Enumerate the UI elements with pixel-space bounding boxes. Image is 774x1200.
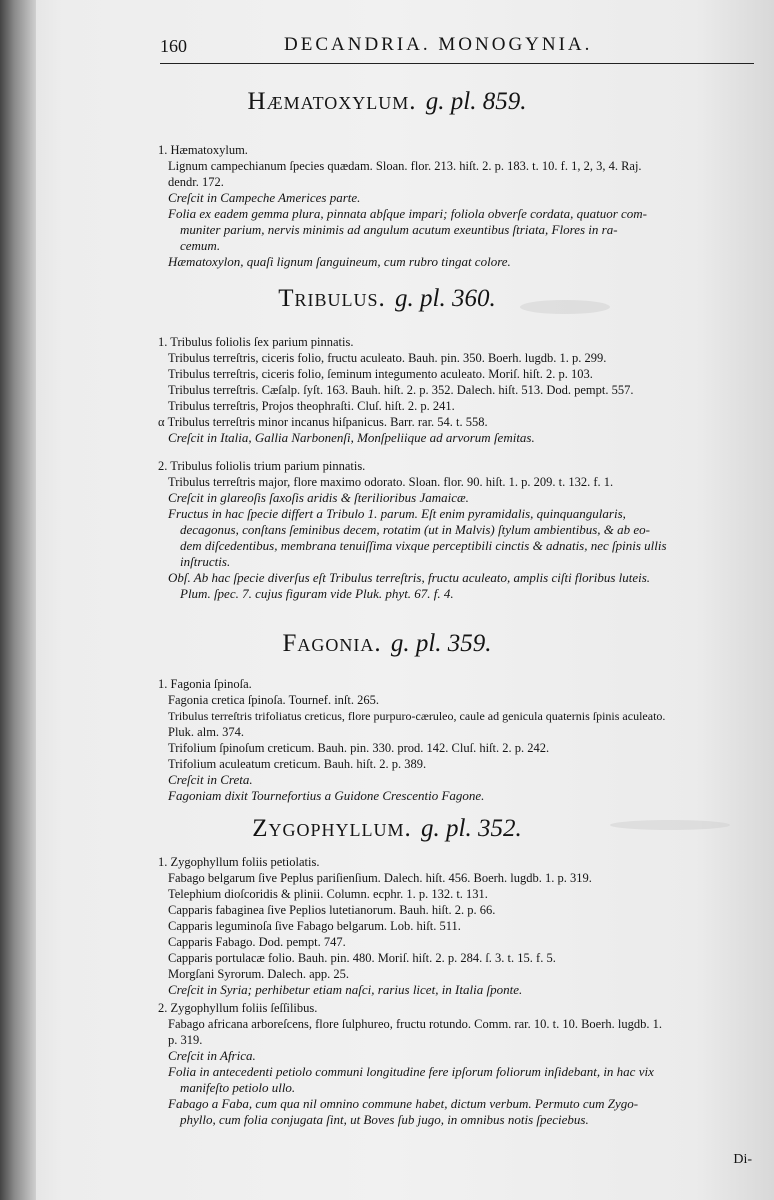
note-line: muniter parium, nervis minimis ad angulum acutum exeuntibus ſtriata, Flores in ra- <box>180 222 618 237</box>
running-head: DECANDRIA. MONOGYNIA. <box>284 34 593 55</box>
page-header <box>160 34 754 64</box>
note-line: inſtructis. <box>180 554 231 569</box>
species-entry <box>158 1000 748 1128</box>
etymology-line: Hæmatoxylon, quaſi lignum ſanguineum, cum rubro tingat colore. <box>168 254 511 269</box>
synonym-line: Pluk. alm. 374. <box>168 725 245 739</box>
synonym-line: p. 319. <box>168 1033 203 1047</box>
genus-title-zygophyllum: Zygophyllum. g. pl. 352. <box>252 815 522 842</box>
species-heading: 1. Hæmatoxylum. <box>158 143 248 157</box>
synonym-line: Tribulus terreſtris, ciceris folio, fructu aculeato. Bauh. pin. 350. Boerh. lugdb. 1. p. 299. <box>168 351 607 365</box>
synonym-line: Capparis Fabago. Dod. pempt. 747. <box>168 935 346 949</box>
genus-title-tribulus: Tribulus. g. pl. 360. <box>278 285 496 312</box>
synonym-line: Fabago belgarum ſive Peplus pariſienſium. Dalech. hiſt. 456. Boerh. lugdb. 1. p. 319. <box>168 871 592 885</box>
note-line: cemum. <box>180 238 221 253</box>
synonym-line: Fabago africana arboreſcens, flore ſulphureo, fructu rotundo. Comm. rar. 10. t. 10. Boerh. lugdb. 1. <box>168 1017 662 1031</box>
habitat-line: Creſcit in glareoſis ſaxoſis aridis & ſterilioribus Jamaicæ. <box>168 490 469 505</box>
note-line: dem diſcedentibus, membrana tenuiſſima vixque perceptibili cinctis & adnatis, nec ſpinis ullis <box>180 538 667 553</box>
species-entry <box>158 676 748 804</box>
header-rule <box>160 63 754 64</box>
catchword: Di- <box>733 1152 752 1167</box>
etymology-line: Fabago a Faba, cum qua nil omnino commune habet, dictum verbum. Permuto cum Zygo- <box>168 1096 639 1111</box>
habitat-line: Creſcit in Campeche Americes parte. <box>168 190 361 205</box>
species-entry <box>158 334 748 446</box>
etymology-line: Fagoniam dixit Tournefortius a Guidone Crescentio Fagone. <box>168 788 485 803</box>
species-heading: 2. Tribulus foliolis trium parium pinnatis. <box>158 459 366 473</box>
synonym-line: Capparis fabaginea ſive Peplios lutetianorum. Bauh. hiſt. 2. p. 66. <box>168 903 496 917</box>
species-entry <box>158 458 748 602</box>
synonym-line: Tribulus terreſtris major, flore maximo odorato. Sloan. flor. 90. hiſt. 1. p. 209. t. 132. f. 1. <box>168 475 614 489</box>
species-entry <box>158 142 748 270</box>
synonym-line: Trifolium ſpinoſum creticum. Bauh. pin. 330. prod. 142. Cluſ. hiſt. 2. p. 242. <box>168 741 550 755</box>
note-line: Folia ex eadem gemma plura, pinnata abſque impari; foliola obverſe cordata, quatuor com- <box>168 206 648 221</box>
synonym-line: Capparis portulacæ folio. Bauh. pin. 480. Moriſ. hiſt. 2. p. 284. ſ. 3. t. 15. f. 5. <box>168 951 556 965</box>
species-heading: 2. Zygophyllum foliis ſeſſilibus. <box>158 1001 318 1015</box>
species-entry <box>158 854 748 998</box>
synonym-line: Tribulus terreſtris trifoliatus creticus, flore purpuro-cæruleo, caule ad genicula quaternis ſpinis aculeato. <box>168 709 666 723</box>
genus-title-fagonia: Fagonia. g. pl. 359. <box>282 630 492 657</box>
synonym-line: Lignum campechianum ſpecies quædam. Sloan. flor. 213. hiſt. 2. p. 183. t. 10. f. 1, 2, 3, 4. Raj. <box>168 159 642 173</box>
variety-line: α Tribulus terreſtris minor incanus hiſpanicus. Barr. rar. 54. t. 558. <box>158 415 488 429</box>
note-line: Folia in antecedenti petiolo communi longitudine fere ipſorum foliorum inſidebant, in hac vix <box>168 1064 654 1079</box>
species-heading: 1. Tribulus foliolis ſex parium pinnatis. <box>158 335 354 349</box>
synonym-line: Telephium dioſcoridis & plinii. Column. ecphr. 1. p. 132. t. 131. <box>168 887 488 901</box>
habitat-line: Creſcit in Africa. <box>168 1048 256 1063</box>
note-line: decagonus, conſtans ſeminibus decem, rotatim (ut in Malvis) ſtylum ambientibus, & ab eo- <box>180 522 650 537</box>
synonym-line: Tribulus terreſtris, Projos theophraſti. Cluſ. hiſt. 2. p. 241. <box>168 399 455 413</box>
habitat-line: Creſcit in Syria; perhibetur etiam naſci, rarius licet, in Italia ſponte. <box>168 982 523 997</box>
genus-title-haematoxylum: Hæmatoxylum. g. pl. 859. <box>247 88 527 115</box>
page-number: 160 <box>160 36 187 56</box>
habitat-line: Creſcit in Creta. <box>168 772 253 787</box>
synonym-line: Fagonia cretica ſpinoſa. Tournef. inſt. 265. <box>168 693 379 707</box>
note-line: manifeſto petiolo ullo. <box>180 1080 296 1095</box>
synonym-line: Capparis leguminoſa ſive Fabago belgarum. Lob. hiſt. 511. <box>168 919 461 933</box>
observation-line: Plum. ſpec. 7. cujus figuram vide Pluk. phyt. 67. f. 4. <box>180 586 454 601</box>
observation-line: Obſ. Ab hac ſpecie diverſus eſt Tribulus terreſtris, fructu aculeato, amplis ciſti floribus luteis. <box>168 570 651 585</box>
synonym-line: Tribulus terreſtris. Cæſalp. ſyſt. 163. Bauh. hiſt. 2. p. 352. Dalech. hiſt. 513. Dod. pempt. 557. <box>168 383 634 397</box>
synonym-line: dendr. 172. <box>168 175 224 189</box>
synonym-line: Tribulus terreſtris, ciceris folio, ſeminum integumento aculeato. Moriſ. hiſt. 2. p. 103. <box>168 367 593 381</box>
synonym-line: Trifolium aculeatum creticum. Bauh. hiſt. 2. p. 389. <box>168 757 427 771</box>
species-heading: 1. Zygophyllum foliis petiolatis. <box>158 855 320 869</box>
etymology-line: phyllo, cum folia conjugata ſint, ut Boves ſub jugo, in omnibus notis ſpeciebus. <box>180 1112 589 1127</box>
synonym-line: Morgſani Syrorum. Dalech. app. 25. <box>168 967 349 981</box>
species-heading: 1. Fagonia ſpinoſa. <box>158 677 252 691</box>
note-line: Fructus in hac ſpecie differt a Tribulo 1. parum. Eſt enim pyramidalis, quinquangularis, <box>168 506 626 521</box>
habitat-line: Creſcit in Italia, Gallia Narbonenſi, Monſpeliique ad arvorum ſemitas. <box>168 430 535 445</box>
book-gutter-shadow <box>0 0 36 1200</box>
